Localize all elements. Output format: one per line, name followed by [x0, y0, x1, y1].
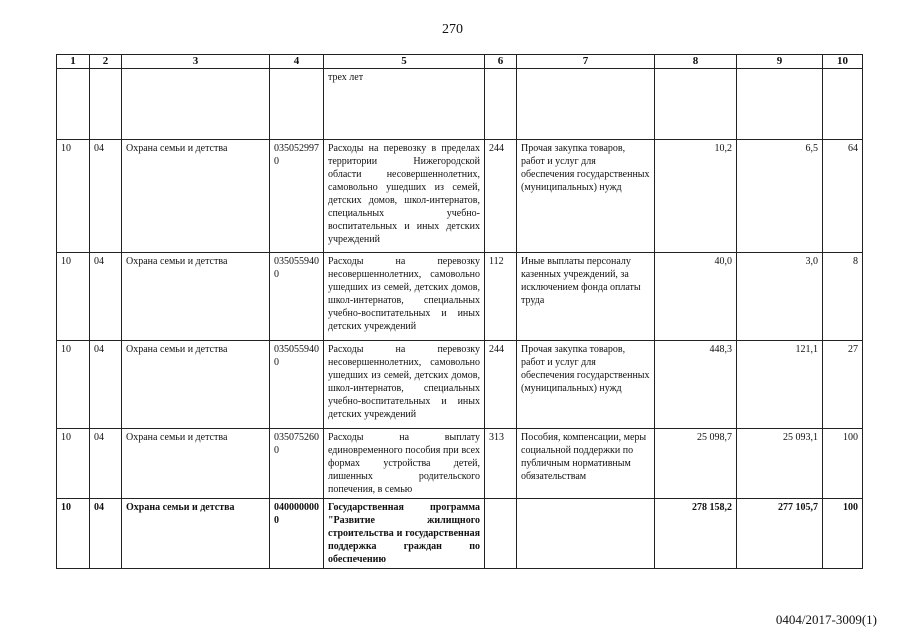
cell-section-name: Охрана семьи и детства — [122, 341, 270, 429]
cell-amount-actual: 3,0 — [737, 253, 823, 341]
cell-target-code: 0400000000 — [270, 499, 324, 569]
cell-description: Расходы на выплату единовременного пособия при всех формах устройства детей, лишенных родительского попечения, в семью — [324, 429, 485, 499]
cell-expense-type: Прочая закупка товаров, работ и услуг для обеспечения государственных (муниципальных) нужд — [517, 341, 655, 429]
column-header: 10 — [823, 55, 863, 69]
cell-expense-type — [517, 499, 655, 569]
cell-expense-type: Пособия, компенсации, меры социальной поддержки по публичным нормативным обязательствам — [517, 429, 655, 499]
cell-amount-plan — [655, 69, 737, 140]
column-header: 2 — [90, 55, 122, 69]
cell-target-code — [270, 69, 324, 140]
table-row — [57, 69, 863, 140]
table-row — [57, 499, 863, 569]
cell-expense-code — [485, 69, 517, 140]
cell-amount-plan: 40,0 — [655, 253, 737, 341]
cell-subsection: 04 — [90, 341, 122, 429]
table-row — [57, 429, 863, 499]
cell-percent: 100 — [823, 429, 863, 499]
column-header: 9 — [737, 55, 823, 69]
cell-target-code: 0350559400 — [270, 253, 324, 341]
table-row — [57, 140, 863, 253]
cell-description: Расходы на перевозку несовершеннолетних, самовольно ушедших из семей, детских домов, школ-интернатов, специальных учебно-воспитательных и иных детских учреждений — [324, 253, 485, 341]
cell-description: Государственная программа "Развитие жилищного строительства и государственная поддержка граждан по обеспечению — [324, 499, 485, 569]
budget-table — [56, 54, 863, 569]
cell-expense-code: 244 — [485, 341, 517, 429]
cell-section: 10 — [57, 253, 90, 341]
cell-amount-plan: 25 098,7 — [655, 429, 737, 499]
cell-expense-code — [485, 499, 517, 569]
document-id: 0404/2017-3009(1) — [775, 612, 877, 627]
cell-expense-type — [517, 69, 655, 140]
cell-subsection — [90, 69, 122, 140]
cell-section-name — [122, 69, 270, 140]
cell-amount-actual: 6,5 — [737, 140, 823, 253]
cell-percent: 64 — [823, 140, 863, 253]
column-header: 3 — [122, 55, 270, 69]
column-header: 6 — [485, 55, 517, 69]
page-number: 270 — [442, 22, 463, 37]
cell-expense-code: 313 — [485, 429, 517, 499]
cell-section-name: Охрана семьи и детства — [122, 253, 270, 341]
cell-amount-actual: 25 093,1 — [737, 429, 823, 499]
cell-amount-plan: 10,2 — [655, 140, 737, 253]
cell-subsection: 04 — [90, 140, 122, 253]
cell-subsection: 04 — [90, 499, 122, 569]
cell-expense-code: 244 — [485, 140, 517, 253]
cell-section-name: Охрана семьи и детства — [122, 140, 270, 253]
column-header: 5 — [324, 55, 485, 69]
cell-expense-type: Иные выплаты персоналу казенных учреждений, за исключением фонда оплаты труда — [517, 253, 655, 341]
column-header: 4 — [270, 55, 324, 69]
column-header: 1 — [57, 55, 90, 69]
cell-percent: 100 — [823, 499, 863, 569]
cell-section: 10 — [57, 140, 90, 253]
table-row — [57, 341, 863, 429]
cell-target-code: 0350559400 — [270, 341, 324, 429]
cell-section — [57, 69, 90, 140]
cell-expense-type: Прочая закупка товаров, работ и услуг для обеспечения государственных (муниципальных) нужд — [517, 140, 655, 253]
cell-section-name: Охрана семьи и детства — [122, 429, 270, 499]
column-header: 8 — [655, 55, 737, 69]
cell-target-code: 0350752600 — [270, 429, 324, 499]
cell-section-name: Охрана семьи и детства — [122, 499, 270, 569]
cell-amount-actual: 277 105,7 — [737, 499, 823, 569]
cell-section: 10 — [57, 499, 90, 569]
cell-amount-plan: 278 158,2 — [655, 499, 737, 569]
cell-description: Расходы на перевозку несовершеннолетних, самовольно ушедших из семей, детских домов, школ-интернатов, специальных учебно-воспитательных и иных детских учреждений — [324, 341, 485, 429]
table-header-row — [57, 55, 863, 69]
cell-description: Расходы на перевозку в пределах территории Нижегородской области несовершеннолетних, самовольно ушедших из семей, детских домов, школ-интернатов, специальных учебно-воспитательных и иных детских учреждений — [324, 140, 485, 253]
cell-expense-code: 112 — [485, 253, 517, 341]
cell-subsection: 04 — [90, 429, 122, 499]
table-row — [57, 253, 863, 341]
column-header: 7 — [517, 55, 655, 69]
cell-target-code: 0350529970 — [270, 140, 324, 253]
cell-section: 10 — [57, 429, 90, 499]
cell-amount-actual — [737, 69, 823, 140]
cell-subsection: 04 — [90, 253, 122, 341]
cell-percent — [823, 69, 863, 140]
cell-amount-actual: 121,1 — [737, 341, 823, 429]
cell-percent: 8 — [823, 253, 863, 341]
cell-amount-plan: 448,3 — [655, 341, 737, 429]
cell-percent: 27 — [823, 341, 863, 429]
cell-section: 10 — [57, 341, 90, 429]
cell-description: трех лет — [324, 69, 485, 140]
